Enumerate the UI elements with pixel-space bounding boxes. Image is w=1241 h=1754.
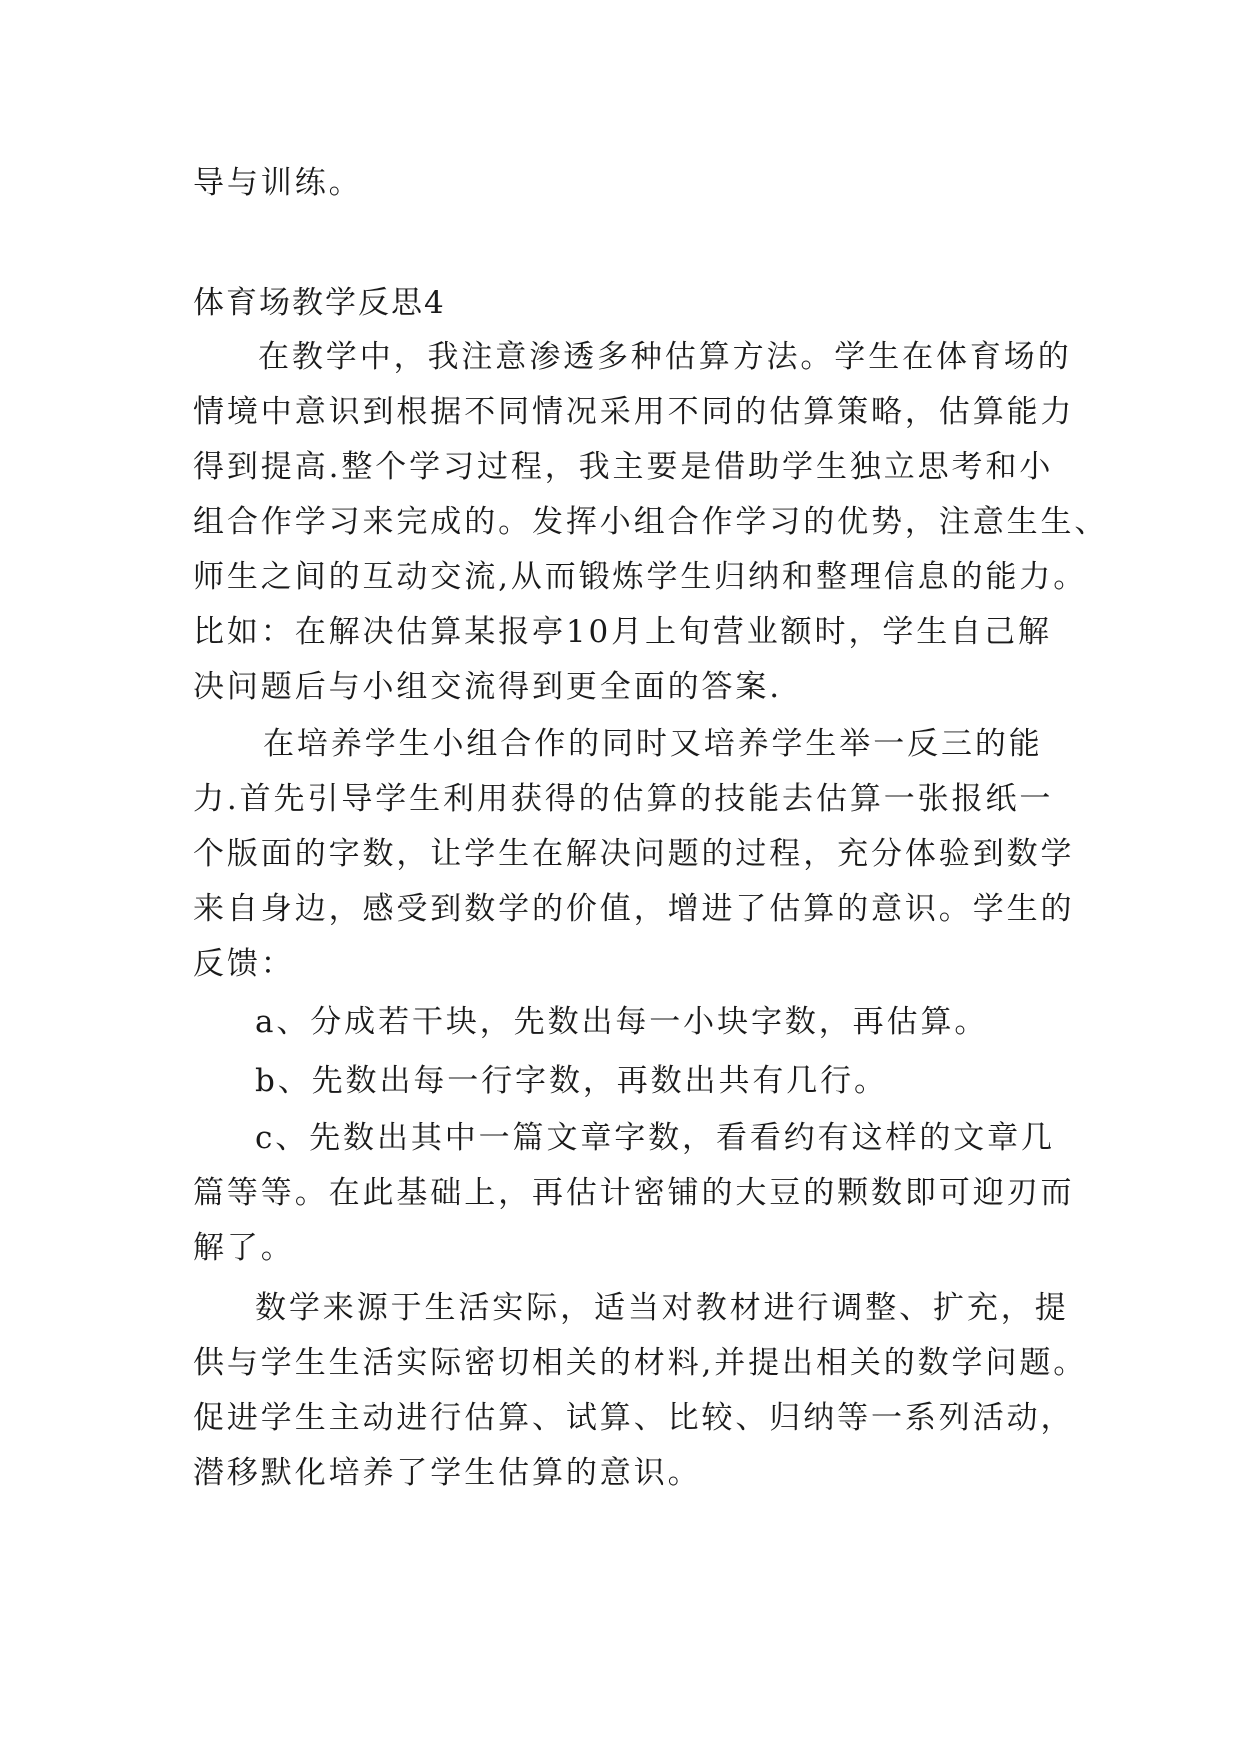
paragraph2-line: 个版面的字数，让学生在解决问题的过程，充分体验到数学 [193,836,1075,872]
list-item-c: c、先数出其中一篇文章字数，看看约有这样的文章几 [255,1120,1055,1156]
paragraph3-line: 潜移默化培养了学生估算的意识。 [193,1455,702,1491]
paragraph1-line: 得到提高.整个学习过程，我主要是借助学生独立思考和小 [193,449,1054,485]
paragraph2-line: 反馈： [193,946,295,982]
paragraph1-line: 决问题后与小组交流得到更全面的答案. [193,669,783,705]
paragraph1-line: 情境中意识到根据不同情况采用不同的估算策略，估算能力 [193,394,1075,430]
paragraph1-line: 比如：在解决估算某报亭10月上旬营业额时，学生自己解 [193,614,1052,650]
paragraph2-line: 来自身边，感受到数学的价值，增进了估算的意识。学生的 [193,891,1075,927]
paragraph1-line: 师生之间的互动交流,从而锻炼学生归纳和整理信息的能力。 [193,559,1088,595]
paragraph3-line: 促进学生主动进行估算、试算、比较、归纳等一系列活动， [193,1400,1075,1436]
paragraph1-line: 在教学中，我注意渗透多种估算方法。学生在体育场的 [258,339,1072,375]
list-item-b: b、先数出每一行字数，再数出共有几行。 [255,1063,888,1099]
paragraph2-line: 力.首先引导学生利用获得的估算的技能去估算一张报纸一 [193,781,1054,817]
paragraph2-line: 在培养学生小组合作的同时又培养学生举一反三的能 [263,726,1043,762]
list-item-a: a、分成若干块，先数出每一小块字数，再估算。 [255,1004,989,1040]
paragraph3-line: 数学来源于生活实际，适当对教材进行调整、扩充，提 [255,1290,1069,1326]
list-continuation-line: 篇等等。在此基础上，再估计密铺的大豆的颗数即可迎刃而 [193,1175,1075,1211]
paragraph1-line: 组合作学习来完成的。发挥小组合作学习的优势，注意生生、 [193,504,1109,540]
section-title: 体育场教学反思4 [193,285,446,321]
paragraph3-line: 供与学生生活实际密切相关的材料,并提出相关的数学问题。 [193,1345,1088,1381]
list-continuation-line: 解了。 [193,1230,295,1266]
continuation-line: 导与训练。 [193,165,363,201]
